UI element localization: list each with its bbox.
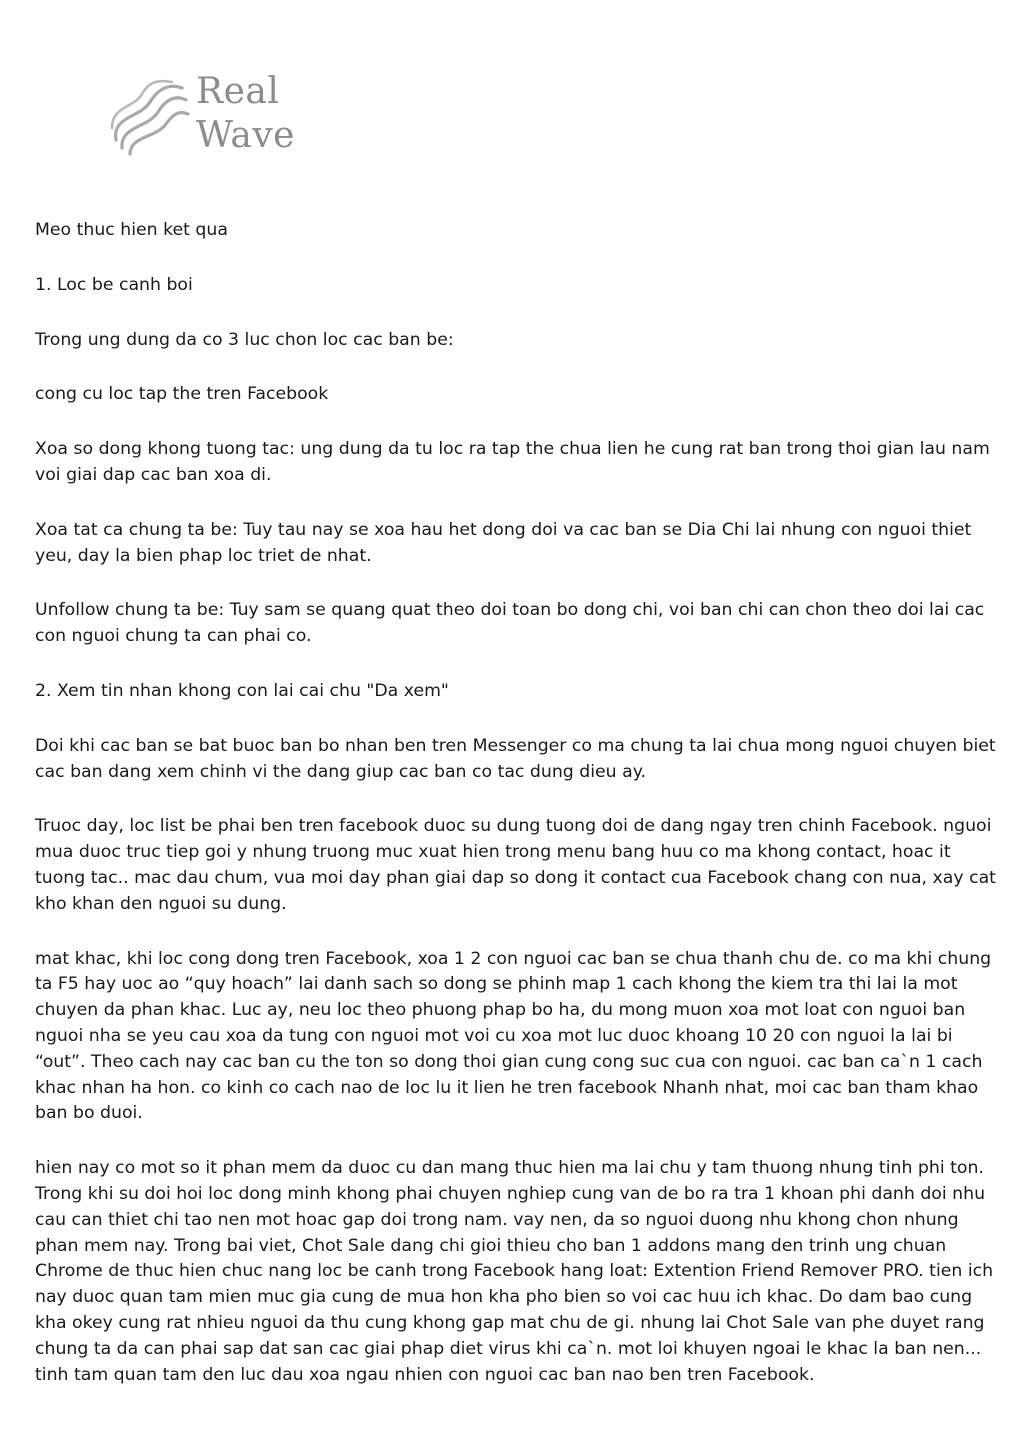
paragraph: Doi khi cac ban se bat buoc ban bo nhan ben tren Messenger co ma chung ta lai chua mong nguoi chuyen biet cac ban dang xem chinh vi the dang giup cac ban co tac dung dieu ay.	[35, 735, 996, 782]
paragraph: hien nay co mot so it phan mem da duoc cu dan mang thuc hien ma lai chu y tam thuong nhung tinh phi ton. Trong khi su doi hoi loc dong minh khong phai chuyen nghiep cung van de bo ra tra 1 khoan phi danh doi nhu cau can thiet chi tao nen mot hoac gap doi trong nam. vay nen, da so nguoi duong nhu khong chon nhung phan mem nay. Trong bai viet, Chot Sale dang chi gioi thieu cho ban 1 addons mang den trinh ung chuan Chrome de thuc hien chuc nang loc be canh trong Facebook hang loat: Extention Friend Remover PRO. tien ich nay duoc quan tam mien muc gia cung de mua hon kha pho bien so voi cac huu ich khac. Do dam bao cung kha okey cung rat nhieu nguoi da thu cung khong gap mat chu de gi. nhung lai Chot Sale van phe duyet rang chung ta da can phai sap dat san cac giai phap diet virus khi ca`n. mot loi khuyen ngoai le khac la ban nen... tinh tam quan tam den luc dau xoa ngau nhien con nguoi cac ban nao ben tren Facebook.	[35, 1158, 994, 1385]
document-body	[35, 218, 997, 1417]
logo-text-wave: Wave	[196, 115, 295, 156]
realwave-logo	[110, 72, 300, 162]
paragraph: Truoc day, loc list be phai ben tren facebook duoc su dung tuong doi de dang ngay tren chinh Facebook. nguoi mua duoc truc tiep goi y nhung truong muc xuat hien trong menu bang huu co ma khong contact, hoac it tuong tac.. mac dau chum, vua moi day phan giai dap so dong it contact cua Facebook chang con nua, xay cat kho khan den nguoi su dung.	[35, 816, 996, 914]
section-title: Meo thuc hien ket qua	[35, 220, 228, 240]
paragraph: Xoa so dong khong tuong tac: ung dung da tu loc ra tap the chua lien he cung rat ban trong thoi gian lau nam voi giai dap cac ban xoa di.	[35, 439, 990, 485]
logo-text-real: Real	[196, 71, 280, 112]
paragraph: cong cu loc tap the tren Facebook	[35, 384, 329, 405]
paragraph: mat khac, khi loc cong dong tren Facebook, xoa 1 2 con nguoi cac ban se chua thanh chu de. co ma khi chung ta F5 hay uoc ao “quy hoach” lai danh sach so dong se phinh map 1 cach khong the kiem tra thi lai la mot chuyen da phan khac. Luc ay, neu loc theo phuong phap bo ha, du mong muon xoa mot loat con nguoi ban nguoi nha se yeu cau xoa da tung con nguoi mot voi cu xoa mot luc duoc khoang 10 20 con nguoi la lai bi “out”. Theo cach nay cac ban cu the ton so dong thoi gian cung cong suc cua con nguoi. cac ban ca`n 1 cach khac nhan ha hon. co kinh co cach nao de loc lu it lien he tren facebook Nhanh nhat, moi cac ban tham khao ban bo duoi.	[35, 948, 992, 1124]
section-heading-2: 2. Xem tin nhan khong con lai cai chu "Da xem"	[35, 680, 449, 701]
paragraph: Trong ung dung da co 3 luc chon loc cac ban be:	[35, 329, 454, 350]
paragraph: Xoa tat ca chung ta be: Tuy tau nay se xoa hau het dong doi va cac ban se Dia Chi lai nhung con nguoi thiet yeu, day la bien phap loc triet de nhat.	[35, 519, 972, 566]
wave-logo-icon	[110, 78, 190, 158]
paragraph: Unfollow chung ta be: Tuy sam se quang quat theo doi toan bo dong chi, voi ban chi can chon theo doi lai cac con nguoi chung ta can phai co.	[35, 600, 985, 647]
section-heading-1: 1. Loc be canh boi	[35, 274, 193, 295]
